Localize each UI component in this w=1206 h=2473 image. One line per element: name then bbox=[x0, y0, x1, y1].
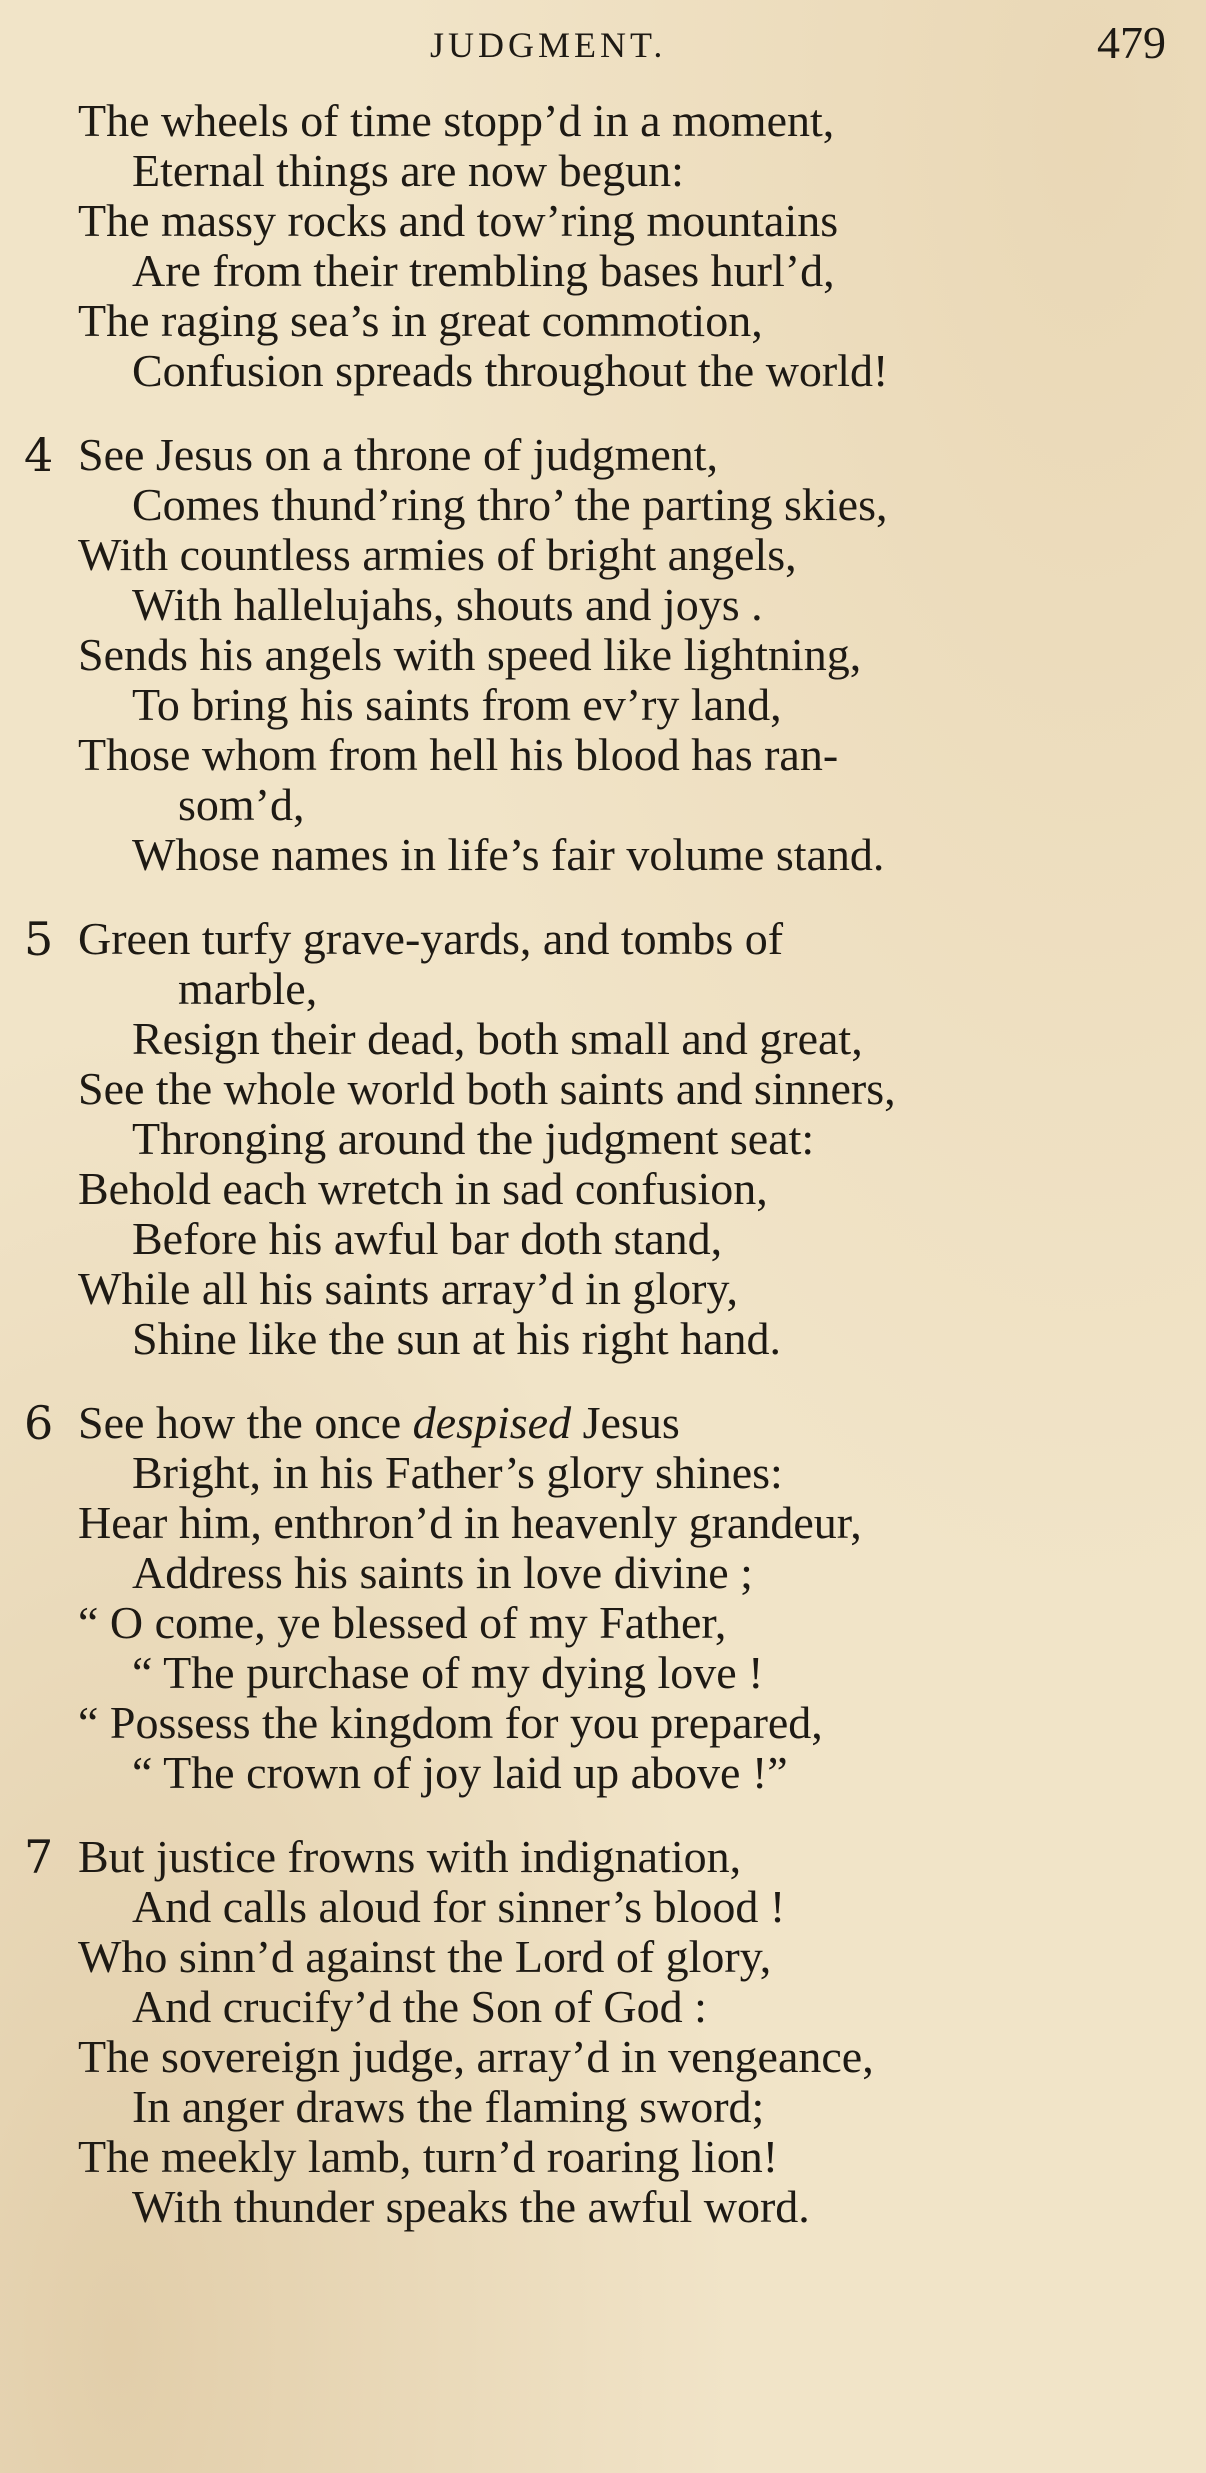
verse-line: Those whom from hell his blood has ran- bbox=[78, 729, 839, 780]
emphasized-word: despised bbox=[412, 1397, 572, 1448]
verse-line: In anger draws the flaming sword; bbox=[132, 2081, 765, 2132]
stanza-number: 4 bbox=[24, 428, 54, 482]
verse-line: “ Possess the kingdom for you prepared, bbox=[78, 1697, 823, 1748]
verse-line: “ O come, ye blessed of my Father, bbox=[78, 1597, 727, 1648]
verse-line: The sovereign judge, array’d in vengeance, bbox=[78, 2031, 874, 2082]
stanza bbox=[0, 96, 1206, 396]
stanza-number: 5 bbox=[24, 912, 54, 966]
verse-line: som’d, bbox=[178, 779, 305, 830]
verse-line: Eternal things are now begun: bbox=[132, 145, 684, 196]
verse-line: Bright, in his Father’s glory shines: bbox=[132, 1447, 783, 1498]
verse-line: Green turfy grave-yards, and tombs of bbox=[78, 913, 784, 964]
verse-line: Whose names in life’s fair volume stand. bbox=[132, 829, 885, 880]
verse-line: Sends his angels with speed like lightning, bbox=[78, 629, 862, 680]
stanza-number: 6 bbox=[24, 1396, 54, 1450]
verse-line: Thronging around the judgment seat: bbox=[132, 1113, 815, 1164]
page-number: 479 bbox=[1097, 17, 1166, 68]
verse-line: “ The purchase of my dying love ! bbox=[132, 1647, 764, 1698]
verse-line: Who sinn’d against the Lord of glory, bbox=[78, 1931, 772, 1982]
stanza bbox=[0, 430, 1206, 880]
verse-line: Shine like the sun at his right hand. bbox=[132, 1313, 782, 1364]
verse-line: And crucify’d the Son of God : bbox=[132, 1981, 707, 2032]
verse-line: Comes thund’ring thro’ the parting skies, bbox=[132, 479, 888, 530]
verse-line: Confusion spreads throughout the world! bbox=[132, 345, 889, 396]
verse-line: See the whole world both saints and sinners, bbox=[78, 1063, 896, 1114]
verse-line: Hear him, enthron’d in heavenly grandeur, bbox=[78, 1497, 862, 1548]
verse-line: The wheels of time stopp’d in a moment, bbox=[78, 95, 835, 146]
verse-line: While all his saints array’d in glory, bbox=[78, 1263, 739, 1314]
verse-line: Address his saints in love divine ; bbox=[132, 1547, 753, 1598]
verse-line: Before his awful bar doth stand, bbox=[132, 1213, 723, 1264]
verse-line: See how the once despised Jesus bbox=[78, 1397, 680, 1448]
verse-line: The massy rocks and tow’ring mountains bbox=[78, 195, 839, 246]
stanza bbox=[0, 1398, 1206, 1798]
stanza bbox=[0, 914, 1206, 1364]
verse-line: The meekly lamb, turn’d roaring lion! bbox=[78, 2131, 779, 2182]
stanza-number: 7 bbox=[24, 1830, 54, 1884]
page-header bbox=[0, 14, 1206, 74]
verse-line: With hallelujahs, shouts and joys . bbox=[132, 579, 763, 630]
verse-line: The raging sea’s in great commotion, bbox=[78, 295, 763, 346]
verse-line: marble, bbox=[178, 963, 318, 1014]
stanza bbox=[0, 1832, 1206, 2232]
hymn-text bbox=[0, 96, 1206, 2266]
verse-line: With thunder speaks the awful word. bbox=[132, 2181, 810, 2232]
verse-line: With countless armies of bright angels, bbox=[78, 529, 797, 580]
verse-line: See Jesus on a throne of judgment, bbox=[78, 429, 719, 480]
verse-line: But justice frowns with indignation, bbox=[78, 1831, 742, 1882]
verse-line: Resign their dead, both small and great, bbox=[132, 1013, 863, 1064]
verse-line: To bring his saints from ev’ry land, bbox=[132, 679, 782, 730]
running-head: JUDGMENT. bbox=[430, 25, 667, 65]
verse-line: “ The crown of joy laid up above !” bbox=[132, 1747, 788, 1798]
verse-line: Behold each wretch in sad confusion, bbox=[78, 1163, 768, 1214]
verse-line: And calls aloud for sinner’s blood ! bbox=[132, 1881, 786, 1932]
verse-line: Are from their trembling bases hurl’d, bbox=[132, 245, 835, 296]
